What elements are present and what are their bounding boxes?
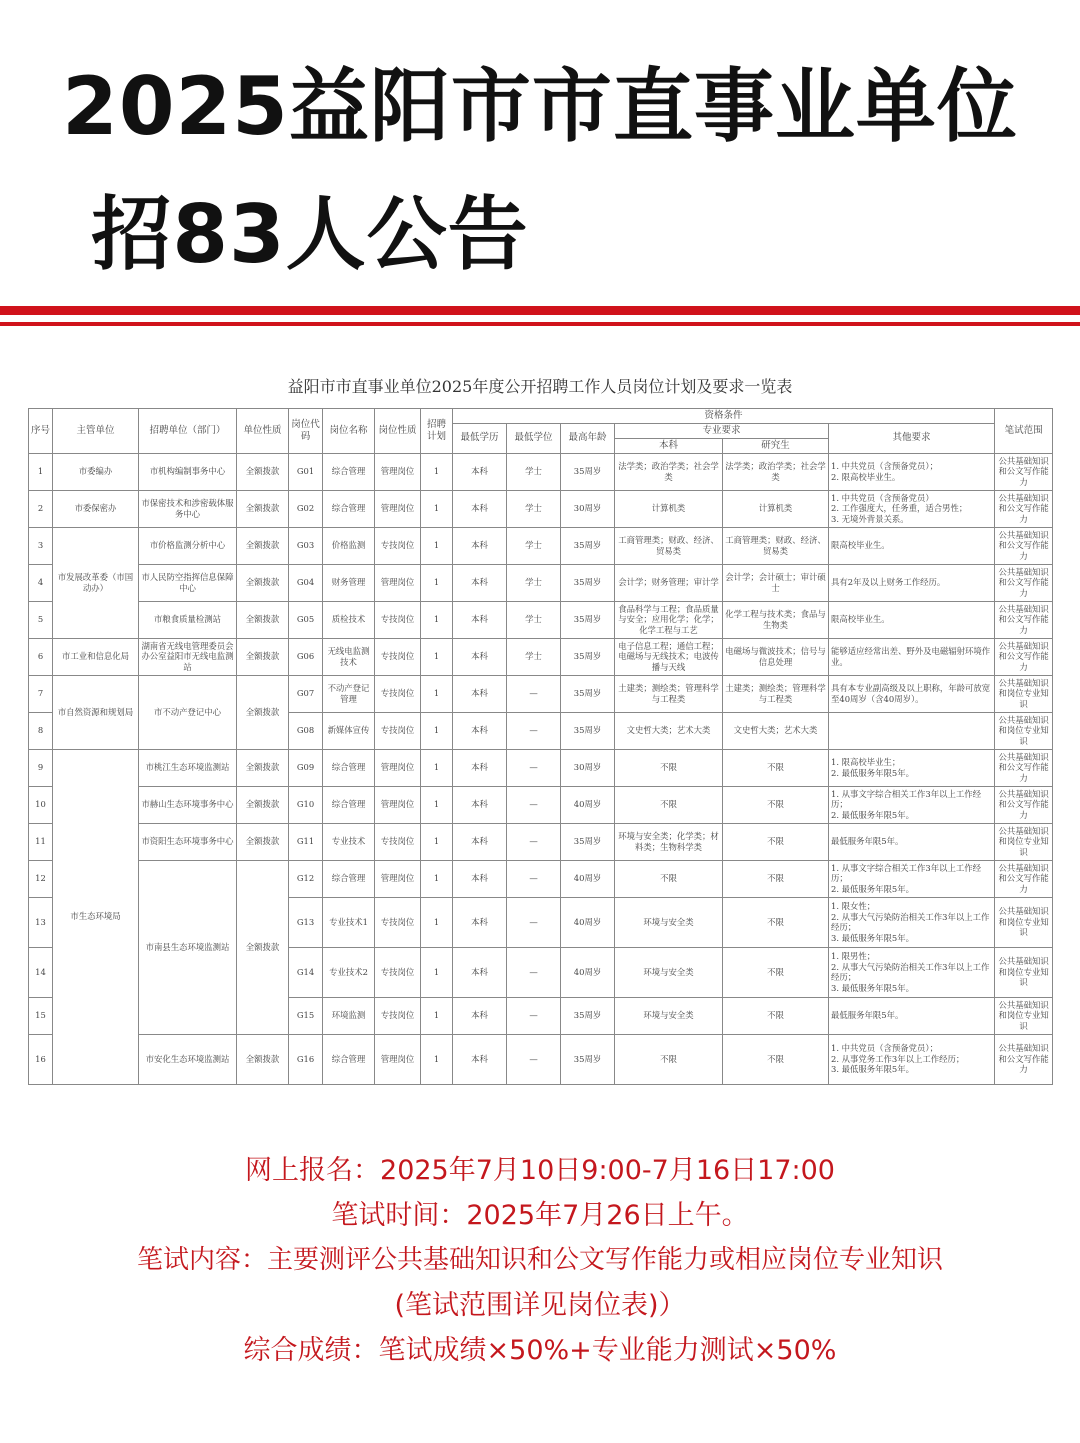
cell-bachelor: 电子信息工程；通信工程；电磁场与无线技术；电波传播与天线	[615, 638, 723, 675]
exam-time: 笔试时间：2025年7月26日上午。	[331, 1200, 749, 1231]
cell-other: 1. 中共党员（含预备党员） 2. 工作强度大，任务重，适合男性； 3. 无境外背景关系。	[829, 490, 995, 527]
scanned-document	[0, 360, 1080, 1112]
cell-count: 1	[421, 601, 453, 638]
cell-age: 40周岁	[561, 897, 615, 947]
cell-degree: 学士	[507, 527, 561, 564]
cell-post-type: 专技岗位	[375, 997, 421, 1034]
cell-degree: —	[507, 786, 561, 823]
cell-count: 1	[421, 947, 453, 997]
cell-code: G16	[289, 1034, 323, 1084]
cell-other: 最低服务年限5年。	[829, 997, 995, 1034]
cell-post-type: 管理岗位	[375, 564, 421, 601]
cell-post: 财务管理	[323, 564, 375, 601]
cell-exam: 公共基础知识和岗位专业知识	[995, 997, 1053, 1034]
cell-exam: 公共基础知识和公文写作能力	[995, 638, 1053, 675]
cell-exam: 公共基础知识和公文写作能力	[995, 564, 1053, 601]
cell-unit-type: 全额拨款	[237, 527, 289, 564]
cell-exam: 公共基础知识和公文写作能力	[995, 860, 1053, 897]
th-qualification: 资格条件	[453, 409, 995, 424]
cell-post: 质检技术	[323, 601, 375, 638]
th-exam: 笔试范围	[995, 409, 1053, 454]
cell-degree: —	[507, 1034, 561, 1084]
cell-age: 35周岁	[561, 675, 615, 712]
cell-seq: 6	[29, 638, 53, 675]
cell-post: 不动产登记管理	[323, 675, 375, 712]
cell-dept: 市委保密办	[53, 490, 139, 527]
cell-post-type: 专技岗位	[375, 712, 421, 749]
cell-post: 综合管理	[323, 1034, 375, 1084]
cell-unit: 市人民防空指挥信息保障中心	[139, 564, 237, 601]
cell-post: 专业技术2	[323, 947, 375, 997]
cell-unit: 市资阳生态环境事务中心	[139, 823, 237, 860]
cell-count: 1	[421, 786, 453, 823]
cell-exam: 公共基础知识和公文写作能力	[995, 453, 1053, 490]
th-unit-type: 单位性质	[237, 409, 289, 454]
cell-code: G12	[289, 860, 323, 897]
cell-unit-type: 全额拨款	[237, 638, 289, 675]
cell-bachelor: 文史哲大类；艺术大类	[615, 712, 723, 749]
cell-seq: 13	[29, 897, 53, 947]
cell-master: 不限	[723, 823, 829, 860]
cell-code: G06	[289, 638, 323, 675]
cell-code: G14	[289, 947, 323, 997]
cell-post-type: 管理岗位	[375, 1034, 421, 1084]
cell-degree: 学士	[507, 601, 561, 638]
cell-code: G07	[289, 675, 323, 712]
th-unit: 招聘单位（部门）	[139, 409, 237, 454]
cell-count: 1	[421, 749, 453, 786]
cell-unit-type: 全额拨款	[237, 823, 289, 860]
th-dept: 主管单位	[53, 409, 139, 454]
cell-unit-type: 全额拨款	[237, 675, 289, 749]
cell-unit: 市赫山生态环境事务中心	[139, 786, 237, 823]
cell-exam: 公共基础知识和岗位专业知识	[995, 712, 1053, 749]
cell-other: 能够适应经常出差、野外及电磁辐射环境作业。	[829, 638, 995, 675]
cell-count: 1	[421, 490, 453, 527]
document-title: 益阳市市直事业单位2025年度公开招聘工作人员岗位计划及要求一览表	[287, 377, 793, 396]
cell-unit: 市桃江生态环境监测站	[139, 749, 237, 786]
cell-master: 会计学；会计硕士；审计硕士	[723, 564, 829, 601]
cell-unit-type: 全额拨款	[237, 1034, 289, 1084]
cell-code: G04	[289, 564, 323, 601]
cell-seq: 7	[29, 675, 53, 712]
cell-exam: 公共基础知识和公文写作能力	[995, 490, 1053, 527]
th-bachelor: 本科	[615, 438, 723, 453]
cell-code: G13	[289, 897, 323, 947]
th-count: 招聘计划	[421, 409, 453, 454]
cell-exam: 公共基础知识和公文写作能力	[995, 749, 1053, 786]
cell-bachelor: 环境与安全类；化学类；材料类；生物科学类	[615, 823, 723, 860]
table-body	[29, 453, 1053, 1084]
cell-master: 化学工程与技术类；食品与生物类	[723, 601, 829, 638]
cell-exam: 公共基础知识和公文写作能力	[995, 786, 1053, 823]
table-row	[29, 453, 1053, 490]
cell-bachelor: 不限	[615, 1034, 723, 1084]
cell-unit-type: 全额拨款	[237, 860, 289, 1034]
th-seq: 序号	[29, 409, 53, 454]
cell-seq: 12	[29, 860, 53, 897]
cell-code: G03	[289, 527, 323, 564]
cell-code: G08	[289, 712, 323, 749]
cell-master: 不限	[723, 947, 829, 997]
cell-age: 30周岁	[561, 749, 615, 786]
cell-code: G15	[289, 997, 323, 1034]
cell-unit-type: 全额拨款	[237, 749, 289, 786]
cell-edu: 本科	[453, 947, 507, 997]
cell-seq: 8	[29, 712, 53, 749]
cell-post: 综合管理	[323, 786, 375, 823]
cell-bachelor: 不限	[615, 860, 723, 897]
cell-exam: 公共基础知识和岗位专业知识	[995, 675, 1053, 712]
cell-other: 1. 限男性； 2. 从事大气污染防治相关工作3年以上工作经历； 3. 最低服务年限5年。	[829, 947, 995, 997]
cell-post: 专业技术	[323, 823, 375, 860]
cell-code: G05	[289, 601, 323, 638]
cell-degree: 学士	[507, 490, 561, 527]
cell-bachelor: 土建类；测绘类；管理科学与工程类	[615, 675, 723, 712]
cell-post-type: 管理岗位	[375, 860, 421, 897]
cell-bachelor: 环境与安全类	[615, 997, 723, 1034]
cell-age: 35周岁	[561, 638, 615, 675]
cell-other: 具有本专业副高级及以上职称，年龄可放宽至40周岁（含40周岁）。	[829, 675, 995, 712]
cell-post-type: 专技岗位	[375, 638, 421, 675]
table-row	[29, 527, 1053, 564]
cell-code: G02	[289, 490, 323, 527]
cell-master: 不限	[723, 749, 829, 786]
cell-edu: 本科	[453, 823, 507, 860]
cell-dept: 市生态环境局	[53, 749, 139, 1084]
cell-other: 最低服务年限5年。	[829, 823, 995, 860]
cell-bachelor: 不限	[615, 786, 723, 823]
cell-age: 35周岁	[561, 712, 615, 749]
cell-edu: 本科	[453, 1034, 507, 1084]
cell-master: 工商管理类；财政、经济、贸易类	[723, 527, 829, 564]
cell-count: 1	[421, 638, 453, 675]
cell-post-type: 专技岗位	[375, 527, 421, 564]
cell-count: 1	[421, 453, 453, 490]
cell-edu: 本科	[453, 638, 507, 675]
cell-age: 35周岁	[561, 823, 615, 860]
cell-bachelor: 环境与安全类	[615, 897, 723, 947]
table-row	[29, 564, 1053, 601]
cell-code: G10	[289, 786, 323, 823]
cell-count: 1	[421, 860, 453, 897]
cell-seq: 3	[29, 527, 53, 564]
cell-post: 价格监测	[323, 527, 375, 564]
cell-bachelor: 环境与安全类	[615, 947, 723, 997]
cell-count: 1	[421, 712, 453, 749]
cell-other: 限高校毕业生。	[829, 527, 995, 564]
cell-other: 限高校毕业生。	[829, 601, 995, 638]
cell-edu: 本科	[453, 712, 507, 749]
cell-exam: 公共基础知识和岗位专业知识	[995, 897, 1053, 947]
cell-degree: —	[507, 897, 561, 947]
cell-post: 综合管理	[323, 453, 375, 490]
signup-time: 网上报名：2025年7月10日9:00-7月16日17:00	[245, 1155, 835, 1186]
cell-edu: 本科	[453, 601, 507, 638]
cell-count: 1	[421, 897, 453, 947]
cell-seq: 16	[29, 1034, 53, 1084]
cell-exam: 公共基础知识和公文写作能力	[995, 601, 1053, 638]
cell-other: 具有2年及以上财务工作经历。	[829, 564, 995, 601]
cell-exam: 公共基础知识和公文写作能力	[995, 527, 1053, 564]
red-divider-thin	[0, 322, 1080, 326]
cell-unit-type: 全额拨款	[237, 490, 289, 527]
cell-post-type: 专技岗位	[375, 897, 421, 947]
cell-post-type: 专技岗位	[375, 823, 421, 860]
cell-post: 综合管理	[323, 490, 375, 527]
cell-unit: 市不动产登记中心	[139, 675, 237, 749]
cell-edu: 本科	[453, 749, 507, 786]
cell-post: 综合管理	[323, 749, 375, 786]
cell-master: 土建类；测绘类；管理科学与工程类	[723, 675, 829, 712]
cell-degree: 学士	[507, 453, 561, 490]
cell-seq: 1	[29, 453, 53, 490]
cell-master: 不限	[723, 860, 829, 897]
table-row	[29, 786, 1053, 823]
cell-post-type: 管理岗位	[375, 786, 421, 823]
cell-age: 35周岁	[561, 1034, 615, 1084]
table-row	[29, 601, 1053, 638]
th-code: 岗位代码	[289, 409, 323, 454]
cell-edu: 本科	[453, 675, 507, 712]
cell-other: 1. 从事文字综合相关工作3年以上工作经历； 2. 最低服务年限5年。	[829, 860, 995, 897]
cell-dept: 市自然资源和规划局	[53, 675, 139, 749]
table-row	[29, 749, 1053, 786]
headline-line-2: 招83人公告	[91, 188, 529, 281]
cell-other: 1. 中共党员（含预备党员）； 2. 限高校毕业生。	[829, 453, 995, 490]
cell-unit-type: 全额拨款	[237, 786, 289, 823]
cell-unit-type: 全额拨款	[237, 601, 289, 638]
cell-age: 30周岁	[561, 490, 615, 527]
cell-exam: 公共基础知识和公文写作能力	[995, 1034, 1053, 1084]
cell-exam: 公共基础知识和岗位专业知识	[995, 823, 1053, 860]
cell-bachelor: 计算机类	[615, 490, 723, 527]
cell-age: 40周岁	[561, 947, 615, 997]
cell-master: 法学类；政治学类；社会学类	[723, 453, 829, 490]
table-row	[29, 860, 1053, 897]
table-row	[29, 1034, 1053, 1084]
cell-edu: 本科	[453, 527, 507, 564]
th-age: 最高年龄	[561, 423, 615, 453]
cell-post-type: 管理岗位	[375, 749, 421, 786]
cell-post-type: 管理岗位	[375, 490, 421, 527]
cell-seq: 5	[29, 601, 53, 638]
cell-post: 无线电监测技术	[323, 638, 375, 675]
cell-master: 不限	[723, 897, 829, 947]
cell-age: 35周岁	[561, 564, 615, 601]
cell-bachelor: 法学类；政治学类；社会学类	[615, 453, 723, 490]
cell-age: 35周岁	[561, 601, 615, 638]
cell-degree: —	[507, 675, 561, 712]
cell-count: 1	[421, 997, 453, 1034]
th-master: 研究生	[723, 438, 829, 453]
cell-edu: 本科	[453, 453, 507, 490]
cell-bachelor: 食品科学与工程；食品质量与安全；应用化学；化学；化学工程与工艺	[615, 601, 723, 638]
exam-content-note: (笔试范围详见岗位表)）	[394, 1290, 686, 1321]
cell-degree: —	[507, 823, 561, 860]
table-row	[29, 675, 1053, 712]
cell-post-type: 专技岗位	[375, 601, 421, 638]
cell-degree: —	[507, 947, 561, 997]
headline-line-1: 2025益阳市市直事业单位	[62, 60, 1018, 153]
cell-other: 1. 从事文字综合相关工作3年以上工作经历； 2. 最低服务年限5年。	[829, 786, 995, 823]
cell-unit: 市南县生态环境监测站	[139, 860, 237, 1034]
cell-master: 不限	[723, 786, 829, 823]
cell-unit: 市安化生态环境监测站	[139, 1034, 237, 1084]
recruitment-table	[28, 408, 1053, 1085]
cell-unit: 湖南省无线电管理委员会办公室益阳市无线电监测站	[139, 638, 237, 675]
cell-dept: 市发展改革委（市国动办）	[53, 527, 139, 638]
th-post-type: 岗位性质	[375, 409, 421, 454]
cell-seq: 14	[29, 947, 53, 997]
cell-bachelor: 会计学；财务管理；审计学	[615, 564, 723, 601]
cell-age: 35周岁	[561, 997, 615, 1034]
cell-age: 40周岁	[561, 860, 615, 897]
th-edu: 最低学历	[453, 423, 507, 453]
cell-other: 1. 限女性； 2. 从事大气污染防治相关工作3年以上工作经历； 3. 最低服务年限5年。	[829, 897, 995, 947]
cell-count: 1	[421, 1034, 453, 1084]
cell-master: 电磁场与微波技术；信号与信息处理	[723, 638, 829, 675]
cell-master: 不限	[723, 1034, 829, 1084]
cell-unit: 市保密技术和涉密载体服务中心	[139, 490, 237, 527]
cell-post: 新媒体宣传	[323, 712, 375, 749]
red-divider-thick	[0, 306, 1080, 315]
cell-age: 35周岁	[561, 527, 615, 564]
cell-edu: 本科	[453, 564, 507, 601]
cell-code: G09	[289, 749, 323, 786]
cell-degree: —	[507, 712, 561, 749]
cell-exam: 公共基础知识和岗位专业知识	[995, 947, 1053, 997]
table-row	[29, 823, 1053, 860]
cell-code: G11	[289, 823, 323, 860]
table-row	[29, 638, 1053, 675]
cell-count: 1	[421, 527, 453, 564]
cell-seq: 11	[29, 823, 53, 860]
cell-age: 40周岁	[561, 786, 615, 823]
cell-edu: 本科	[453, 997, 507, 1034]
cell-dept: 市委编办	[53, 453, 139, 490]
cell-other: 1. 限高校毕业生； 2. 最低服务年限5年。	[829, 749, 995, 786]
cell-master: 计算机类	[723, 490, 829, 527]
cell-degree: —	[507, 749, 561, 786]
cell-unit: 市机构编制事务中心	[139, 453, 237, 490]
cell-bachelor: 不限	[615, 749, 723, 786]
cell-degree: —	[507, 860, 561, 897]
cell-age: 35周岁	[561, 453, 615, 490]
cell-bachelor: 工商管理类；财政、经济、贸易类	[615, 527, 723, 564]
cell-count: 1	[421, 675, 453, 712]
cell-count: 1	[421, 823, 453, 860]
th-post: 岗位名称	[323, 409, 375, 454]
th-other: 其他要求	[829, 423, 995, 453]
exam-content: 笔试内容：主要测评公共基础知识和公文写作能力或相应岗位专业知识	[136, 1245, 943, 1275]
th-degree: 最低学位	[507, 423, 561, 453]
cell-code: G01	[289, 453, 323, 490]
cell-seq: 4	[29, 564, 53, 601]
cell-edu: 本科	[453, 786, 507, 823]
cell-count: 1	[421, 564, 453, 601]
cell-post: 专业技术1	[323, 897, 375, 947]
cell-unit: 市粮食质量检测站	[139, 601, 237, 638]
cell-edu: 本科	[453, 860, 507, 897]
cell-other: 1. 中共党员（含预备党员）； 2. 从事党务工作3年以上工作经历； 3. 最低服务年限5年。	[829, 1034, 995, 1084]
cell-post-type: 管理岗位	[375, 453, 421, 490]
cell-unit: 市价格监测分析中心	[139, 527, 237, 564]
cell-degree: —	[507, 997, 561, 1034]
cell-master: 不限	[723, 997, 829, 1034]
info-block	[0, 1148, 1080, 1373]
cell-post: 综合管理	[323, 860, 375, 897]
cell-seq: 2	[29, 490, 53, 527]
cell-post-type: 专技岗位	[375, 947, 421, 997]
score-formula: 综合成绩：笔试成绩×50%+专业能力测试×50%	[243, 1335, 837, 1366]
cell-dept: 市工业和信息化局	[53, 638, 139, 675]
cell-unit-type: 全额拨款	[237, 564, 289, 601]
cell-degree: 学士	[507, 564, 561, 601]
cell-degree: 学士	[507, 638, 561, 675]
cell-post-type: 专技岗位	[375, 675, 421, 712]
cell-seq: 9	[29, 749, 53, 786]
cell-edu: 本科	[453, 490, 507, 527]
th-major: 专业要求	[615, 423, 829, 438]
cell-other	[829, 712, 995, 749]
cell-seq: 10	[29, 786, 53, 823]
cell-post: 环境监测	[323, 997, 375, 1034]
cell-seq: 15	[29, 997, 53, 1034]
cell-master: 文史哲大类；艺术大类	[723, 712, 829, 749]
cell-edu: 本科	[453, 897, 507, 947]
table-row	[29, 490, 1053, 527]
cell-unit-type: 全额拨款	[237, 453, 289, 490]
